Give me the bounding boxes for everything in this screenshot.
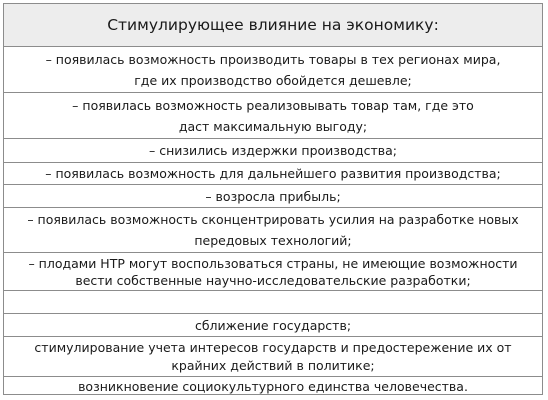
row-text-line: – снизились издержки производства;: [148, 143, 397, 158]
row-text-line: крайних действий в политике;: [171, 357, 375, 373]
row-text-line: – появилась возможность производить товары в тех регионах мира,: [45, 51, 501, 67]
table-row: [4, 313, 542, 336]
table-row-empty: [4, 290, 542, 313]
row-text-line: стимулирование учета интересов государств и предостережение их от: [34, 339, 512, 355]
table-row: [4, 184, 542, 207]
row-text-line: – плодами НТР могут воспользоваться страны, не имеющие возможности: [28, 255, 518, 271]
table-row: [4, 207, 542, 252]
row-text-line: – появилась возможность реализовывать товар там, где это: [72, 97, 474, 113]
economy-influence-table: [3, 3, 543, 395]
table-row: [4, 138, 542, 162]
row-text-line: возникновение социокультурного единства человечества.: [78, 378, 468, 394]
table-row: [4, 376, 542, 396]
table-row: [4, 252, 542, 290]
table-row: [4, 336, 542, 376]
row-text-line: даст максимальную выгоду;: [178, 118, 368, 134]
row-text-line: – появилась возможность сконцентрировать усилия на разработке новых: [27, 212, 519, 227]
row-text-line: сближение государств;: [194, 317, 352, 333]
row-text-line: где их производство обойдется дешевле;: [134, 72, 412, 88]
table-row: [4, 162, 542, 184]
row-text-line: передовых технологий;: [194, 233, 352, 248]
row-text-line: – появилась возможность для дальнейшего развития производства;: [45, 166, 501, 181]
row-text-line: – возросла прибыль;: [205, 188, 341, 204]
row-text-line: вести собственные научно-исследовательские разработки;: [75, 272, 471, 288]
table-row: [4, 46, 542, 92]
table-title-cell: [4, 4, 542, 46]
table-title: Стимулирующее влияние на экономику:: [107, 16, 439, 34]
table-row: [4, 92, 542, 138]
